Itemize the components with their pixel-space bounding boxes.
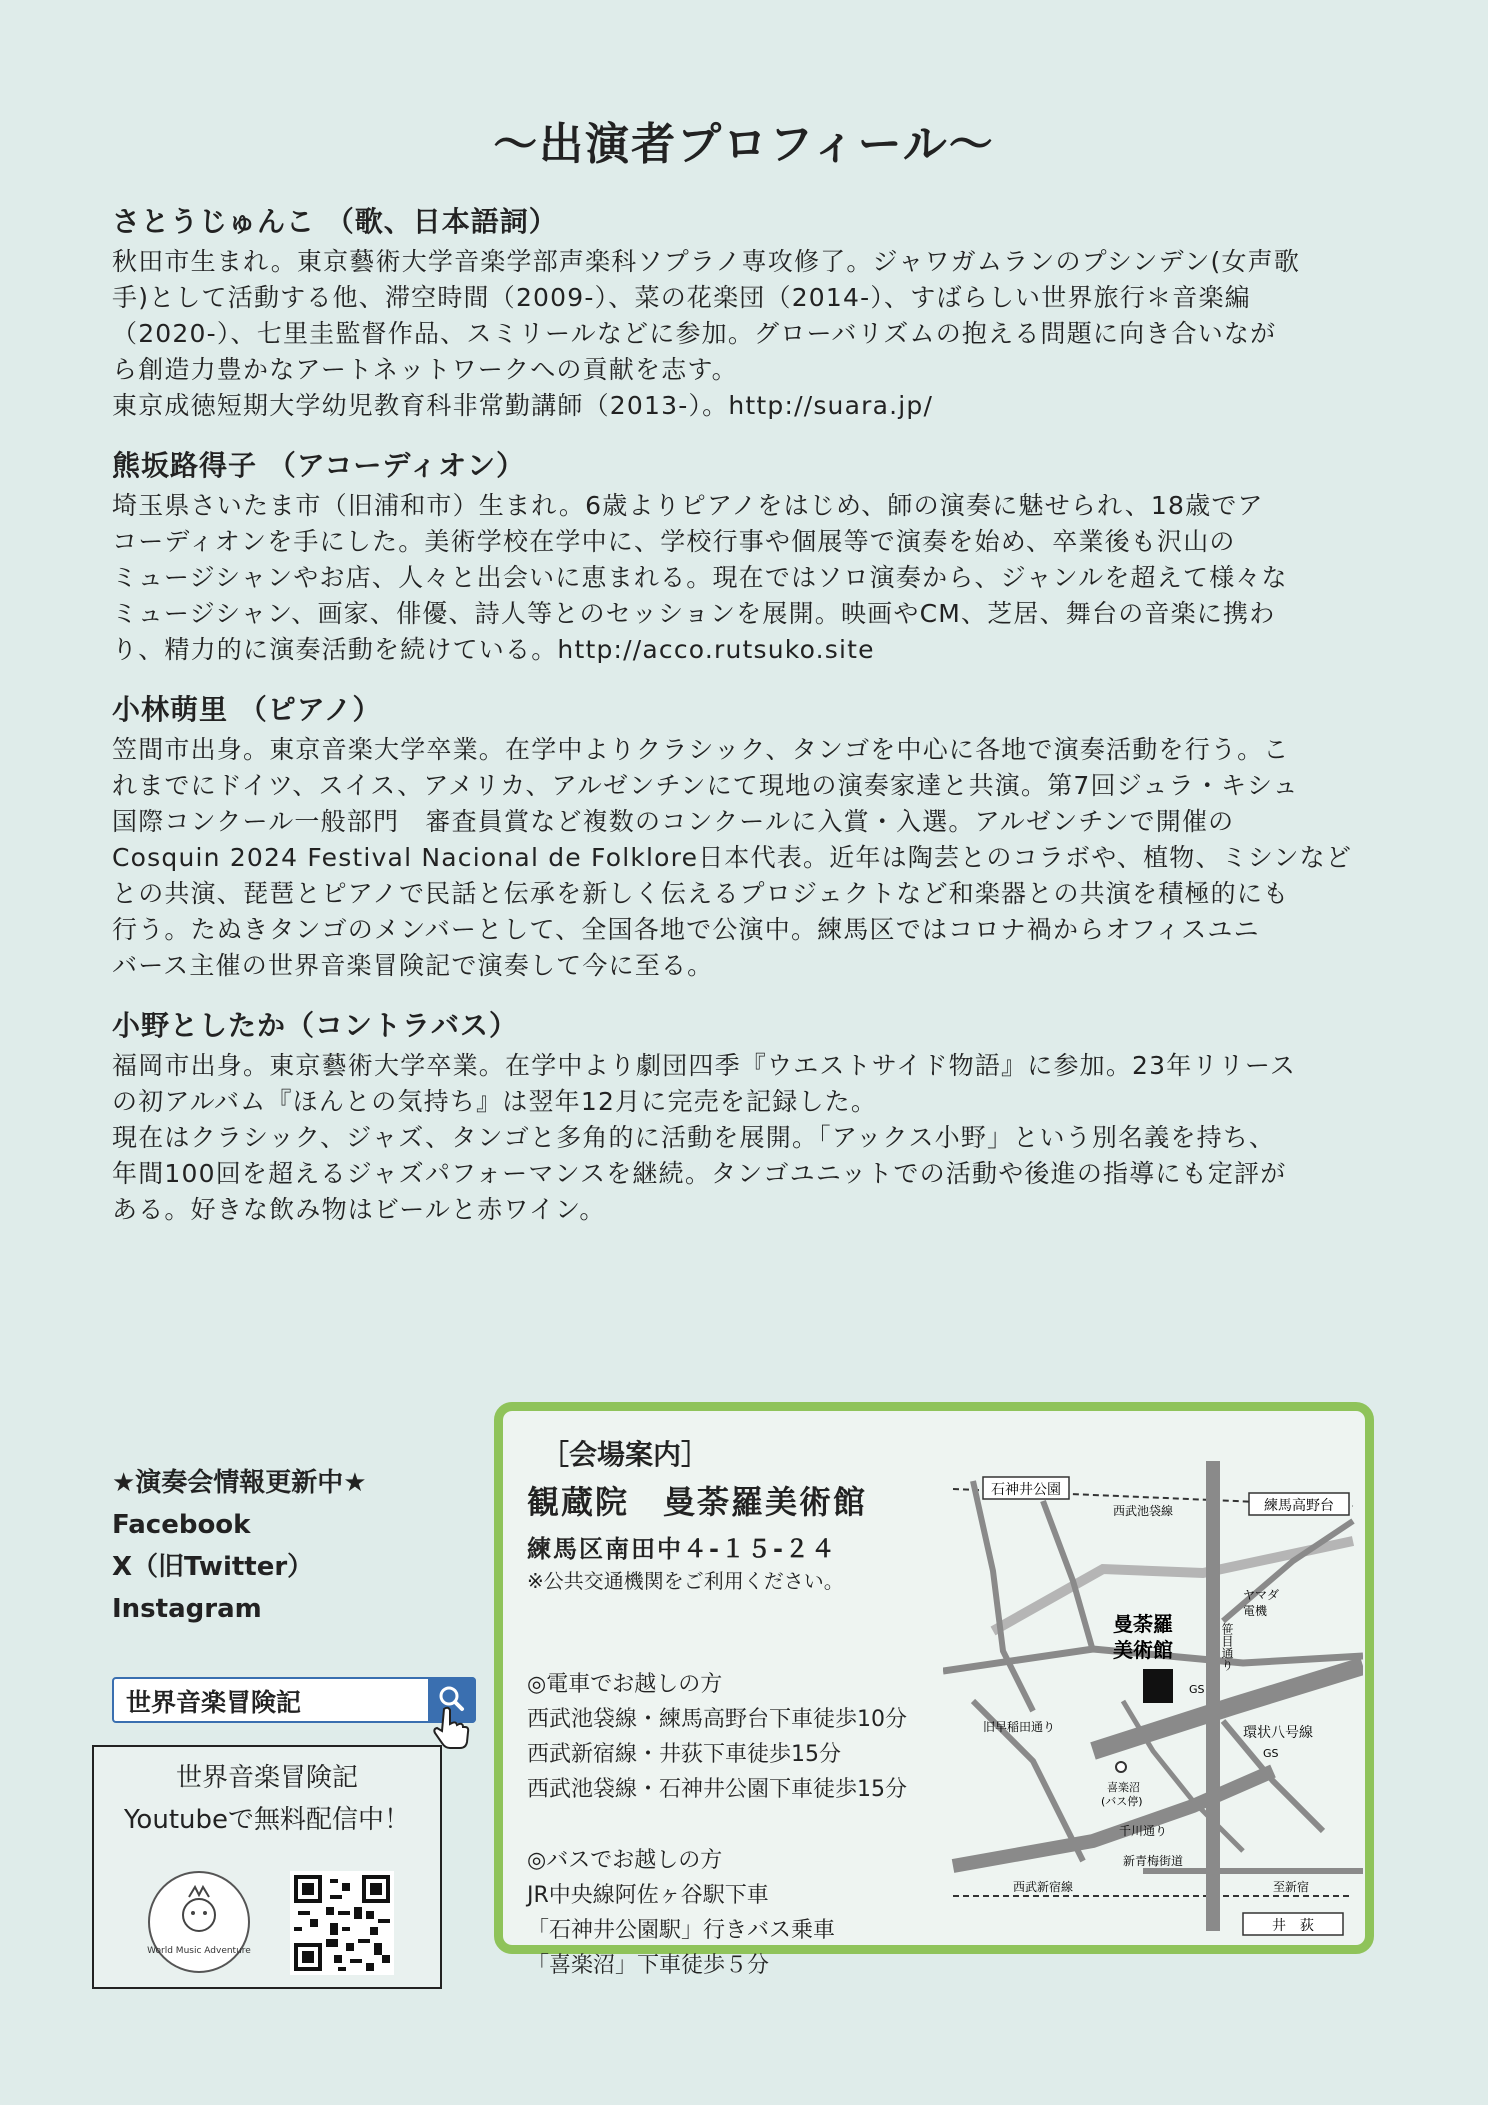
profile-name: 熊坂路得子 （アコーディオン）	[112, 449, 526, 482]
map-label: 電機	[1243, 1604, 1268, 1618]
bio-line: コーディオンを手にした。美術学校在学中に、学校行事や個展等で演奏を始め、卒業後も沢山の	[112, 527, 1236, 556]
map-label: 笹目通り	[1220, 1623, 1234, 1671]
bus-heading: ◎バスでお越しの方	[527, 1848, 723, 1873]
profile-bio	[112, 1048, 1372, 1228]
profile-bio	[112, 732, 1372, 984]
profile-kobayashi	[112, 688, 1372, 984]
search-box[interactable]	[112, 1677, 476, 1723]
bio-line: 手)として活動する他、滞空時間（2009-）、菜の花楽団（2014-）、すばらしい世界旅行＊音楽編	[112, 283, 1251, 312]
profile-sato	[112, 200, 1372, 424]
map-label: 西武新宿線	[1013, 1880, 1074, 1894]
venue-note: ※公共交通機関をご利用ください。	[527, 1569, 844, 1593]
train-line: 西武池袋線・石神井公園下車徒歩15分	[527, 1777, 907, 1802]
bio-line: ミュージシャン、画家、俳優、詩人等とのセッションを展開。映画やCM、芝居、舞台の音楽に携わ	[112, 599, 1276, 628]
logo-text: World Music Adventure	[147, 1946, 251, 1956]
map-label: 千川通り	[1119, 1824, 1168, 1838]
map-label: 至新宿	[1273, 1880, 1310, 1894]
venue-address: 練馬区南田中４-１５-２４	[527, 1535, 837, 1563]
youtube-info-box	[92, 1745, 442, 1989]
map-label: (バス停)	[1101, 1795, 1143, 1808]
map-label: 練馬高野台	[1264, 1498, 1334, 1514]
bio-line: （2020-）、七里圭監督作品、スミリールなどに参加。グローバリズムの抱える問題に向き合いなが	[112, 319, 1277, 348]
access-train	[527, 1667, 907, 1807]
x-twitter-link[interactable]: X（旧Twitter）	[112, 1552, 314, 1582]
bio-line: 現在はクラシック、ジャズ、タンゴと多角的に活動を展開。「アックス小野」という別名義を持ち、	[112, 1123, 1276, 1152]
bio-line: 行う。たぬきタンゴのメンバーとして、全国各地で公演中。練馬区ではコロナ禍からオフィスユニ	[112, 915, 1260, 944]
train-line: 西武新宿線・井荻下車徒歩15分	[527, 1742, 841, 1767]
map-label: 井 荻	[1272, 1918, 1314, 1934]
bio-line: れまでにドイツ、スイス、アメリカ、アルゼンチンにて現地の演奏家達と共演。第7回ジュラ・キシュ	[112, 771, 1299, 800]
bio-line: 秋田市生まれ。東京藝術大学音楽学部声楽科ソプラノ専攻修了。ジャワガムランのプシンデン(女声歌	[112, 247, 1301, 276]
access-map	[943, 1451, 1363, 1941]
train-line: 西武池袋線・練馬高野台下車徒歩10分	[527, 1707, 907, 1732]
bio-line: 国際コンクール一般部門 審査員賞など複数のコンクールに入賞・入選。アルゼンチンで開催の	[112, 807, 1235, 836]
profile-name: 小林萌里 （ピアノ）	[112, 693, 382, 726]
map-label: 旧早稲田通り	[983, 1720, 1056, 1734]
map-label: 曼荼羅	[1113, 1612, 1173, 1636]
profile-bio	[112, 244, 1372, 424]
map-label: 環状八号線	[1243, 1725, 1313, 1741]
qr-code[interactable]	[290, 1871, 394, 1975]
instagram-link[interactable]: Instagram	[112, 1594, 262, 1624]
venue-label: ［会場案内］	[541, 1438, 710, 1471]
bio-line: との共演、琵琶とピアノで民話と伝承を新しく伝えるプロジェクトなど和楽器との共演を積極的にも	[112, 879, 1290, 908]
page-title: 〜出演者プロフィール〜	[493, 119, 995, 170]
venue-guide-box	[494, 1402, 1374, 1978]
venue-name: 観蔵院 曼荼羅美術館	[527, 1483, 868, 1521]
bio-line: バース主催の世界音楽冒険記で演奏して今に至る。	[112, 951, 714, 980]
map-label: 石神井公園	[991, 1482, 1061, 1498]
facebook-link[interactable]: Facebook	[112, 1510, 251, 1540]
bio-line: り、精力的に演奏活動を続けている。http://acco.rutsuko.site	[112, 635, 875, 664]
profile-name: 小野としたか（コントラバス）	[112, 1009, 519, 1042]
bio-line: 東京成徳短期大学幼児教育科非常勤講師（2013-）。http://suara.jp/	[112, 391, 934, 420]
map-label: GS	[1189, 1683, 1205, 1696]
bus-line: JR中央線阿佐ヶ谷駅下車	[527, 1883, 769, 1908]
map-label: 西武池袋線	[1113, 1504, 1174, 1518]
bus-line: 「喜楽沼」下車徒歩５分	[527, 1953, 770, 1978]
bio-line: 福岡市出身。東京藝術大学卒業。在学中より劇団四季『ウエストサイド物語』に参加。23年リリース	[112, 1051, 1297, 1080]
search-query: 世界音楽冒険記	[126, 1688, 302, 1717]
profile-bio	[112, 488, 1372, 668]
map-label: ヤマダ	[1243, 1588, 1280, 1602]
bus-line: 「石神井公園駅」行きバス乗車	[527, 1918, 836, 1943]
map-label: 新青梅街道	[1123, 1854, 1184, 1868]
profiles-section	[112, 200, 1372, 1248]
bio-line: ミュージシャンやお店、人々と出会いに恵まれる。現在ではソロ演奏から、ジャンルを超えて様々な	[112, 563, 1288, 592]
bio-line: 年間100回を超えるジャズパフォーマンスを継続。タンゴユニットでの活動や後進の指導にも定評が	[112, 1159, 1287, 1188]
bio-line: 埼玉県さいたま市（旧浦和市）生まれ。6歳よりピアノをはじめ、師の演奏に魅せられ、18歳でア	[112, 491, 1264, 520]
map-label: 美術館	[1113, 1638, 1173, 1662]
bio-line: ら創造力豊かなアートネットワークへの貢献を志す。	[112, 355, 738, 384]
info-heading: ★演奏会情報更新中★	[112, 1468, 367, 1498]
bio-line: の初アルバム『ほんとの気持ち』は翌年12月に完売を記録した。	[112, 1087, 878, 1116]
map-label: GS	[1263, 1747, 1279, 1760]
access-bus	[527, 1843, 835, 1983]
youtube-line-promo: Youtubeで無料配信中！	[124, 1805, 410, 1835]
profile-ono	[112, 1004, 1372, 1228]
concert-info-block	[112, 1462, 452, 1630]
train-heading: ◎電車でお越しの方	[527, 1672, 723, 1697]
bio-line: 笠間市出身。東京音楽大学卒業。在学中よりクラシック、タンゴを中心に各地で演奏活動を行う。こ	[112, 735, 1290, 764]
pointer-hand-icon	[432, 1705, 470, 1749]
map-label: 喜楽沼	[1107, 1781, 1140, 1794]
profile-name: さとうじゅんこ （歌、日本語詞）	[112, 205, 558, 238]
bio-line: ある。好きな飲み物はビールと赤ワイン。	[112, 1195, 606, 1224]
bio-line: Cosquin 2024 Festival Nacional de Folklore日本代表。近年は陶芸とのコラボや、植物、ミシンなど	[112, 843, 1353, 872]
profile-kumasaka	[112, 444, 1372, 668]
youtube-line-title: 世界音楽冒険記	[175, 1763, 358, 1793]
world-music-adventure-logo	[144, 1867, 254, 1977]
